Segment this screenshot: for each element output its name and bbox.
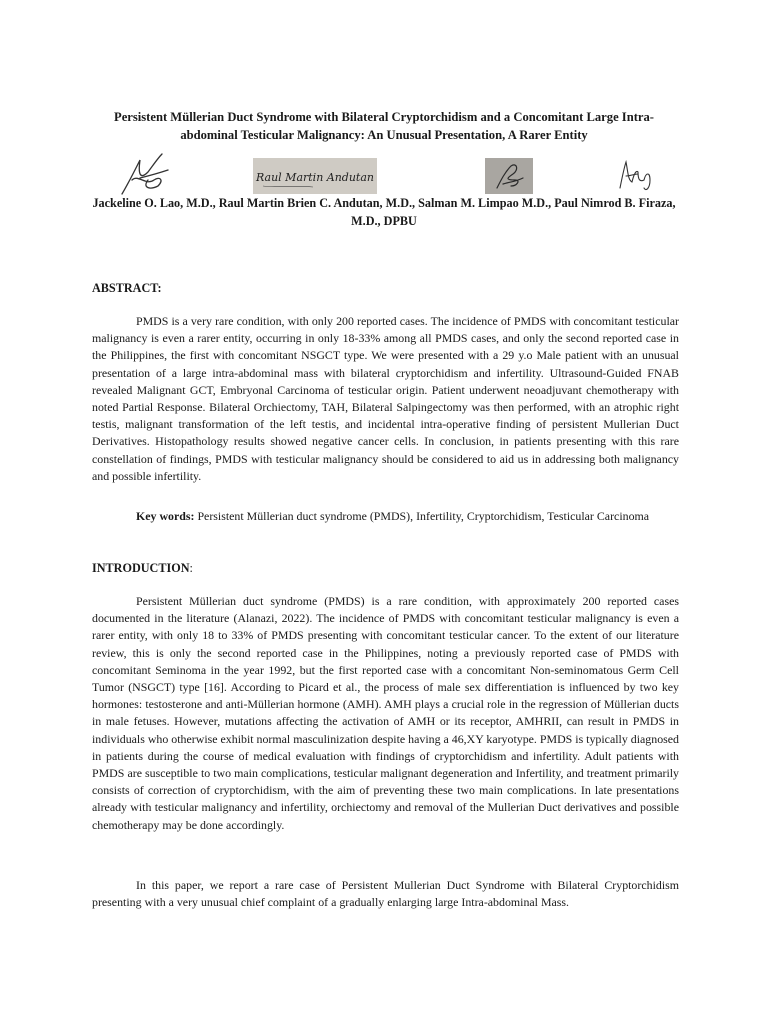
keywords-text: Persistent Müllerian duct syndrome (PMDS), Infertility, Cryptorchidism, Testicular Carcinoma — [194, 509, 650, 523]
signature-4 — [616, 158, 660, 194]
keywords-paragraph — [92, 508, 679, 525]
introduction-heading-line — [92, 559, 193, 577]
signature-2 — [253, 158, 377, 194]
introduction-paragraph-1: Persistent Müllerian duct syndrome (PMDS) is a rare condition, with approximately 200 reported cases documented in the literature (Alanazi, 2022). The incidence of PMDS with concomitant testicular malignancy is even a rarer entity, with only 18 to 33% of PMDS presenting with concomitant testicular cancer. To the extent of our literature review, this is only the second reported case in the Philippines, noting a previously reported case of PMDS with concomitant Seminoma in the year 1992, but the first reported case with a concomitant Non-seminomatous Germ Cell Tumor (NSGCT) type [16]. According to Picard et al., the process of male sex differentiation is influenced by two key hormones: testosterone and anti-Müllerian hormone (AMH). AMH plays a crucial role in the regression of Müllerian ducts in male fetuses. However, mutations affecting the activation of AMH or its receptor, AMHRII, can result in PMDS in individuals who otherwise exhibit normal masculinization despite having a 46,XY karyotype. PMDS is typically diagnosed in patients during the course of medical evaluation with findings of cryptorchidism and infertility. Adult patients with PMDS are susceptible to two main complications, testicular malignant degeneration and Infertility, and treatment primarily consists of correction of cryptorchidism, with the aim of preventing these two main complications. In late presentations already with testicular malignancy and infertility, orchiectomy and removal of the Mullerian Duct derivatives and possible chemotherapy may be done accordingly. — [92, 594, 679, 832]
keywords-label: Key words: — [136, 509, 195, 523]
author-list: Jackeline O. Lao, M.D., Raul Martin Brien C. Andutan, M.D., Salman M. Limpao M.D., Paul Nimrod B. Firaza, M.D., DPBU — [92, 196, 676, 228]
paper-title: Persistent Müllerian Duct Syndrome with Bilateral Cryptorchidism and a Concomitant Large Intra-abdominal Testicular Malignancy: An Unusual Presentation, A Rarer Entity — [114, 110, 654, 142]
introduction-paragraph-2: In this paper, we report a rare case of Persistent Mullerian Duct Syndrome with Bilateral Cryptorchidism presenting with a very unusual chief complaint of a gradually enlarging large Intra-abdominal Mass. — [92, 878, 679, 910]
signature-3 — [485, 158, 533, 194]
signature-1 — [118, 150, 174, 198]
introduction-heading: INTRODUCTION — [92, 561, 190, 575]
introduction-heading-colon: : — [189, 561, 193, 575]
abstract-heading: ABSTRACT: — [92, 281, 162, 295]
signature-2-text: Raul Martin Andutan — [255, 171, 375, 184]
abstract-body: PMDS is a very rare condition, with only 200 reported cases. The incidence of PMDS with concomitant testicular malignancy is even a rarer entity, occurring in only 18-33% among all PMDS cases, and only the second reported case in the Philippines, the first with concomitant NSGCT type. We were presented with a 29 y.o Male patient with an unusual presentation of a large intra-abdominal mass with bilateral cryptorchidism and infertility. Ultrasound-Guided FNAB revealed Malignant GCT, Embryonal Carcinoma of testicular origin. Patient underwent neoadjuvant chemotherapy with noted Partial Response. Bilateral Orchiectomy, TAH, Bilateral Salpingectomy was then performed, with an atrophic right testis, malignant transformation of the left testis, and incidental intra-operative finding of persistent Mullerian Duct Derivatives. Histopathology results showed negative cancer cells. In conclusion, in patients presenting with this rare constellation of findings, PMDS with testicular malignancy should be considered to aid us in addressing both malignancy and possible infertility. — [92, 314, 679, 483]
